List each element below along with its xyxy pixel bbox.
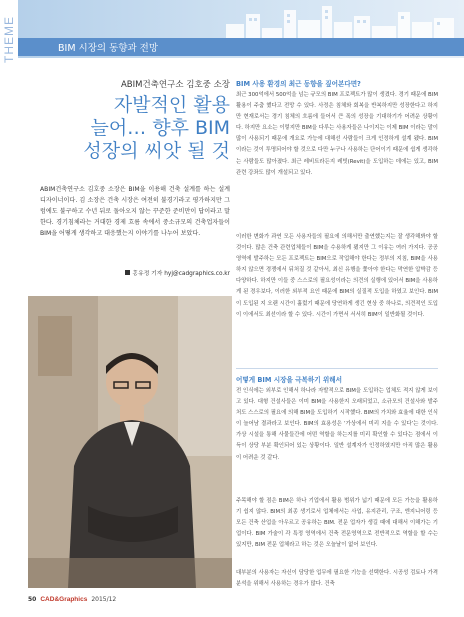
article-lead: ABIM건축연구소 김호중 소장은 BIM을 이용해 건축 설계를 하는 설계 디자이너이다. 김 소장은 건축 시장은 여전히 불경기라고 평가하지만 그럼에도 불구하고 수년 뒤로 돌아오지 않는 꾸준한 준비만이 답이라고 말한다. 경기침체라는 거대한 경제 흐름 속에서 중소규모의 건축업자들이 BIM을 어떻게 생각하고 대응했는지 이야기를 나누어 보았다.	[40, 186, 230, 237]
body-paragraph-4: 주목해야 할 점은 BIM은 하나 기업에서 활용 범위가 넓기 때문에 모든 가능을 활용하기 쉽지 않다. BIM의 최종 생기로서 업체에서는 사업, 유지관리, 구조, 엔지니어링 등 모든 건축 산업을 아우르고 공유하는 BIM. 전문 업자가 생길 때에 대해서 이해가는 기업이다. BIM 가술이 각 특정 영역에서 건축 전문영역으로 전반적으로 역할을 할 수는 있지만, BIM 전문 업체라고 하는 것은 오늘날이 없어 보인다.	[236, 498, 438, 549]
body-paragraph-2: 이러한 변화가 과연 모든 사용자들의 필요에 의해서만 출연했는지는 잘 생각해봐야 할 것이다. 많은 건축 관련업체들이 BIM을 수용하게 됐지만 그 이유는 여러 가지다. 공공영역에 발주하는 모든 프로젝트는 BIM으로 작업해야 한다는 정부의 지침, BIM을 사용하지 않으면 경쟁에서 뒤처질 것 같아서, 최신 유행을 쫓아야 한다는 막연한 압박감 등 다양하다. 하지만 이들 중 스스로의 필요성이라는 의견의 실행에 있어서 BIM을 사용하게 된 경우보다, 이러한 외부적 요인 때문에 BIM의 실질적 도입을 하였고 보인다. BIM이 도입된 지 오랜 시간이 흘렀기 때문에 당연하게 생긴 현상 중 하나로, 의견적인 도입이 이에서도 최선이라 할 수 있다. 시간이 가면서 서서히 BIM이 일반화될 것이다.	[236, 234, 438, 318]
interview-photo	[28, 296, 232, 588]
body-paragraph-3: 전 인식에는 외부로 인해서 하나라 자발적으로 BIM을 도입하는 업체도 적지 않게 보이고 있다. 대형 건설사들은 이미 BIM을 사용한지 오래되었고, 소규모의 건설사와 발주처도 스스로의 필요에 의해 BIM을 도입하기 시작했다. BIM의 가치와 효율에 대한 인식이 늘어남 결과라고 보인다. BIM의 효용성은 ‘가상에서 미리 지을 수 있다’는 것이다. 가상 시설을 통해 사물들간에 어떤 역할을 하는지를 미리 확인할 수 있다는 점에서 이득이 상당 부분 확인되어 있는 상황이다. 일반 설계자가 인정하였지만 아직 많은 활용이 어려운 것 같다.	[236, 388, 438, 461]
page-number: 50	[28, 596, 37, 603]
issue-date: 2015/12	[91, 596, 117, 603]
theme-label: THEME	[2, 16, 16, 64]
body-paragraph-1: 최근 300억에서 500억을 넘는 규모의 BIM 프로젝트가 많이 생겼다. 경기 때문에 BIM 활용이 주춤 했다고 전망 수 있다. 사정은 침체와 회복을 반복하지만 성장한다고 하지만 현재로서는 경기 침체의 흐름에 들어서 큰 폭의 성장을 기대하기가 어려운 상황이다. 하지만 요소는 이렇지만 BIM을 다루는 사용자들은 나이지는 이제 BIM 이라는 말이 많이 사용되기 때문에 개요로 가능에 대해선 사람들이 크게 인정하게 설계 됐다. BIM이라는 것이 투명되어야 할 것으로 다만 누구나 사용하는 단어이기 때문에 쉽게 생각하는 사람들도 많아졌다. 최근 레비트라든지 레빗(Revit)을 도입하는 데에는 있고, BIM 관련 강좌도 많이 개설되고 있다.	[236, 92, 438, 176]
section-divider	[236, 368, 438, 369]
reporter-text: 홍유정 기자 hyj@cadgraphics.co.kr	[132, 271, 230, 277]
article-kicker: ABIM건축연구소 김호중 소장	[120, 80, 230, 90]
cityscape-illustration	[226, 2, 456, 42]
magazine-logo: CAD&Graphics	[40, 596, 88, 603]
article-headline: 자발적인 활용 늘어… 향후 BIM 성장의 씨앗 될 것	[83, 94, 230, 162]
person-photo-illustration	[28, 296, 232, 588]
page-footer	[28, 596, 116, 603]
question-heading-2: 어떻게 BIM 시장을 극복하기 위해서	[236, 376, 343, 384]
question-heading-1: BIM 사용 환경의 최근 동향을 짚어본다면?	[236, 80, 361, 88]
section-title: BIM 시장의 동향과 전망	[58, 43, 158, 54]
bullet-square-icon	[125, 270, 130, 275]
reporter-byline	[40, 268, 230, 277]
body-paragraph-5: 대부분의 사용자는 자신이 담당한 업무에 필요한 기능을 선택한다. 시공성 검토나 가격분석을 위해서 사용하는 경우가 많다. 건축	[236, 570, 438, 588]
